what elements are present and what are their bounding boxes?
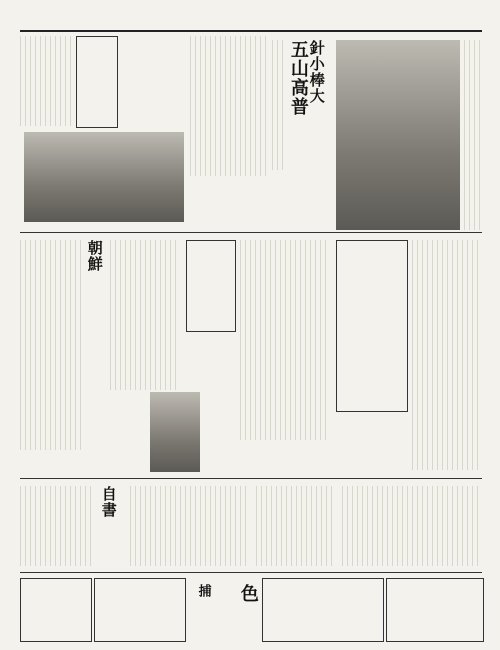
headline: 自書 [99, 486, 118, 518]
text-column [190, 36, 270, 176]
text-column [110, 240, 180, 390]
headline: 針小棒大 [307, 40, 326, 104]
text-column [20, 36, 72, 126]
text-column [342, 486, 482, 566]
advertisement [20, 578, 92, 642]
divider [20, 478, 482, 479]
text-column [130, 486, 250, 566]
text-column [272, 40, 286, 170]
group-photo [24, 132, 184, 222]
divider [20, 572, 482, 573]
headline: 朝鮮 [85, 240, 104, 272]
masthead [20, 14, 482, 32]
ad-headline: 捕 [195, 584, 211, 598]
advertisement [386, 578, 484, 642]
boxed-headline [186, 240, 236, 332]
sidebar-box [76, 36, 118, 128]
text-column [240, 240, 330, 440]
text-column [464, 40, 482, 230]
portrait-photo [150, 392, 200, 472]
text-column [20, 240, 82, 450]
divider [20, 232, 482, 233]
headline: 五山高普 [287, 40, 309, 116]
landscape-photo [336, 40, 460, 230]
text-column [412, 240, 482, 470]
text-column [256, 486, 336, 566]
advertisement [94, 578, 186, 642]
boxed-article [336, 240, 408, 412]
ad-headline: 色 [237, 584, 259, 603]
advertisement [262, 578, 384, 642]
text-column [20, 486, 95, 566]
